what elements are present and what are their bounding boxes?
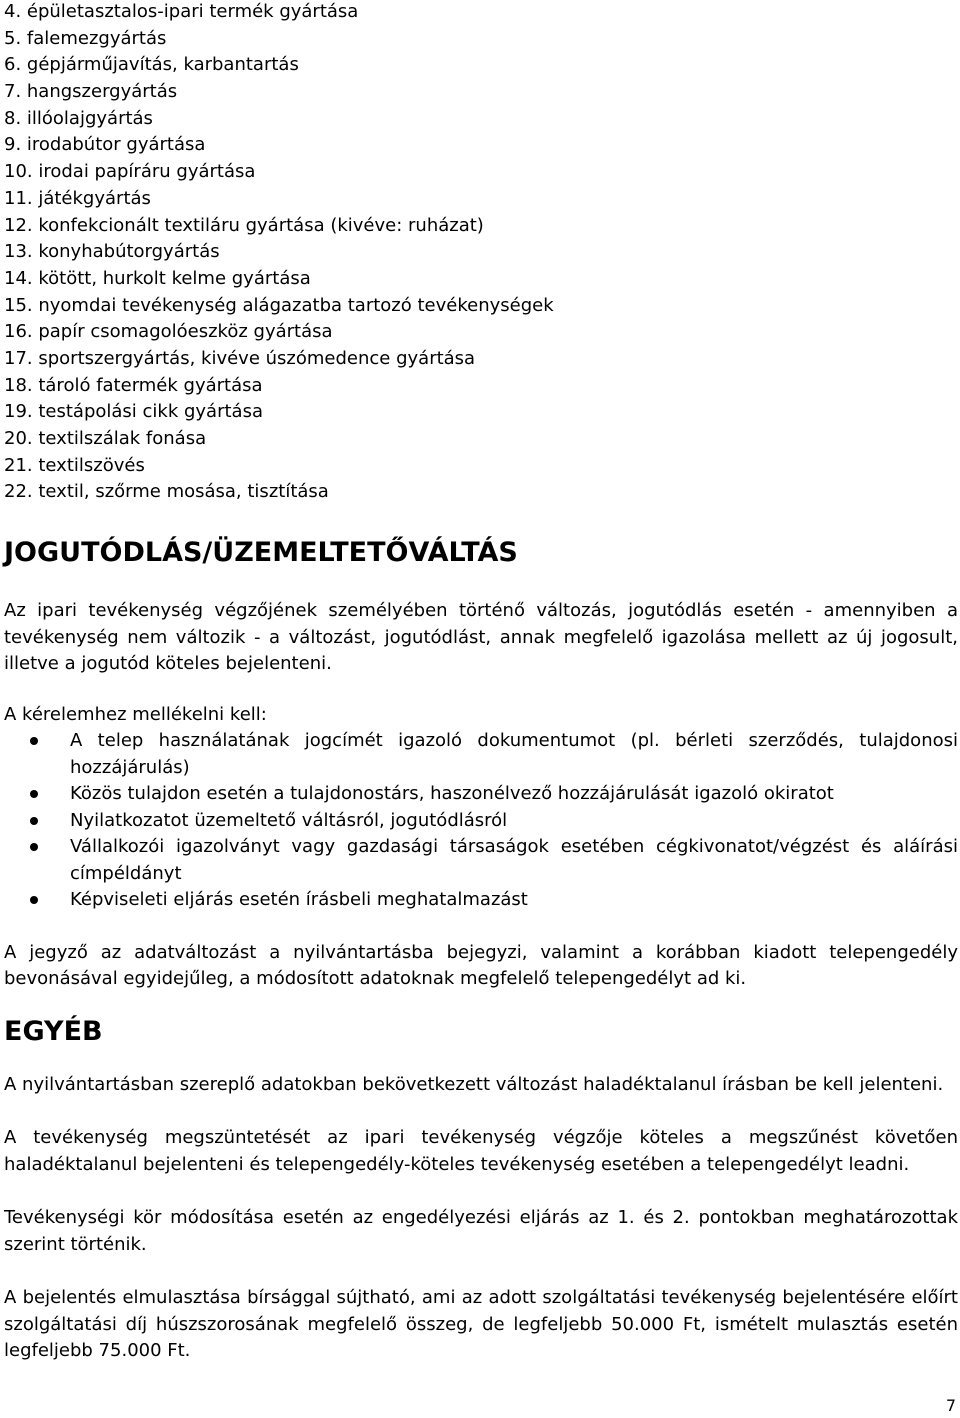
attachment-item: [4, 834, 958, 887]
list-item: 15. nyomdai tevékenység alágazatba tartozó tevékenységek: [4, 294, 554, 316]
attachment-text: Képviseleti eljárás esetén írásbeli meghatalmazást: [70, 889, 528, 911]
list-item: 18. tároló fatermék gyártása: [4, 374, 263, 396]
attachment-text: Nyilatkozatot üzemeltető váltásról, jogutódlásról: [70, 809, 508, 831]
list-item: 22. textil, szőrme mosása, tisztítása: [4, 481, 329, 503]
bullet-icon: [30, 817, 38, 825]
list-item: 9. irodabútor gyártása: [4, 134, 206, 156]
attachment-item: [4, 781, 958, 808]
attachments-list: [4, 728, 958, 914]
list-item: 5. falemezgyártás: [4, 27, 167, 49]
succession-closing: A jegyző az adatváltozást a nyilvántartásba bejegyzi, valamint a korábban kiadott telepengedély bevonásával egyidejűleg, a módosított adatoknak megfelelő telepengedélyt ad ki.: [4, 941, 958, 990]
bullet-icon: [30, 896, 38, 904]
list-item: 10. irodai papíráru gyártása: [4, 161, 256, 183]
bullet-icon: [30, 737, 38, 745]
page-number: 7: [945, 1396, 956, 1415]
activity-list: [4, 0, 958, 506]
list-item: 19. testápolási cikk gyártása: [4, 401, 263, 423]
list-item: 17. sportszergyártás, kivéve úszómedence gyártása: [4, 347, 476, 369]
list-item: 4. épületasztalos-ipari termék gyártása: [4, 1, 359, 22]
other-paragraph: A bejelentés elmulasztása bírsággal sújtható, ami az adott szolgáltatási tevékenység bejelentésére előírt szolgáltatási díj húszszorosának megfelelő összeg, de legfeljebb 50.000 Ft, ismételt mulasztás esetén legfeljebb 75.000 Ft.: [4, 1287, 958, 1362]
other-paragraph: A nyilvántartásban szereplő adatokban bekövetkezett változást haladéktalanul írásban be kell jelenteni.: [4, 1073, 944, 1095]
list-item: 12. konfekcionált textiláru gyártása (kivéve: ruházat): [4, 214, 484, 236]
attachment-text: A telep használatának jogcímét igazoló dokumentumot (pl. bérleti szerződés, tulajdonosi hozzájárulás): [70, 730, 958, 778]
list-item: 21. textilszövés: [4, 454, 145, 476]
list-item: 8. illóolajgyártás: [4, 107, 153, 129]
succession-heading: JOGUTÓDLÁS/ÜZEMELTETŐVÁLTÁS: [4, 537, 518, 569]
bullet-icon: [30, 843, 38, 851]
list-item: 6. gépjárműjavítás, karbantartás: [4, 54, 299, 76]
list-item: 14. kötött, hurkolt kelme gyártása: [4, 267, 311, 289]
attachment-text: Közös tulajdon esetén a tulajdonostárs, haszonélvező hozzájárulását igazoló okiratot: [70, 783, 834, 805]
attachment-item: [4, 887, 958, 914]
list-item: 11. játékgyártás: [4, 187, 151, 209]
list-item: 16. papír csomagolóeszköz gyártása: [4, 321, 333, 343]
document-page: [4, 0, 958, 1365]
list-item: 7. hangszergyártás: [4, 81, 178, 103]
succession-section: [4, 537, 958, 993]
other-paragraph: A tevékenység megszüntetését az ipari tevékenység végzője köteles a megszűnést követően haladéktalanul bejelenteni és telepengedély-köteles tevékenység esetében a telepengedélyt leadni.: [4, 1127, 958, 1175]
attachment-item: [4, 728, 958, 781]
list-item: 13. konyhabútorgyártás: [4, 241, 220, 263]
other-section: [4, 1015, 958, 1365]
list-item: 20. textilszálak fonása: [4, 428, 207, 449]
other-paragraph: Tevékenységi kör módosítása esetén az engedélyezési eljárás az 1. és 2. pontokban meghatározottak szerint történik.: [4, 1207, 958, 1255]
attachment-item: [4, 808, 958, 835]
attachment-text: Vállalkozói igazolványt vagy gazdasági társaságok esetében cégkivonatot/végzést és aláírási címpéldányt: [70, 836, 958, 884]
succession-intro: Az ipari tevékenység végzőjének személyében történő változás, jogutódlás esetén - amennyiben a tevékenység nem változik - a változást, jogutódlást, annak megfelelő igazolása mellett az új jogosult, illetve a jogutód köteles bejelenteni.: [4, 600, 958, 675]
bullet-icon: [30, 790, 38, 798]
attachments-label: A kérelemhez mellékelni kell:: [4, 703, 267, 725]
other-heading: EGYÉB: [4, 1015, 103, 1047]
